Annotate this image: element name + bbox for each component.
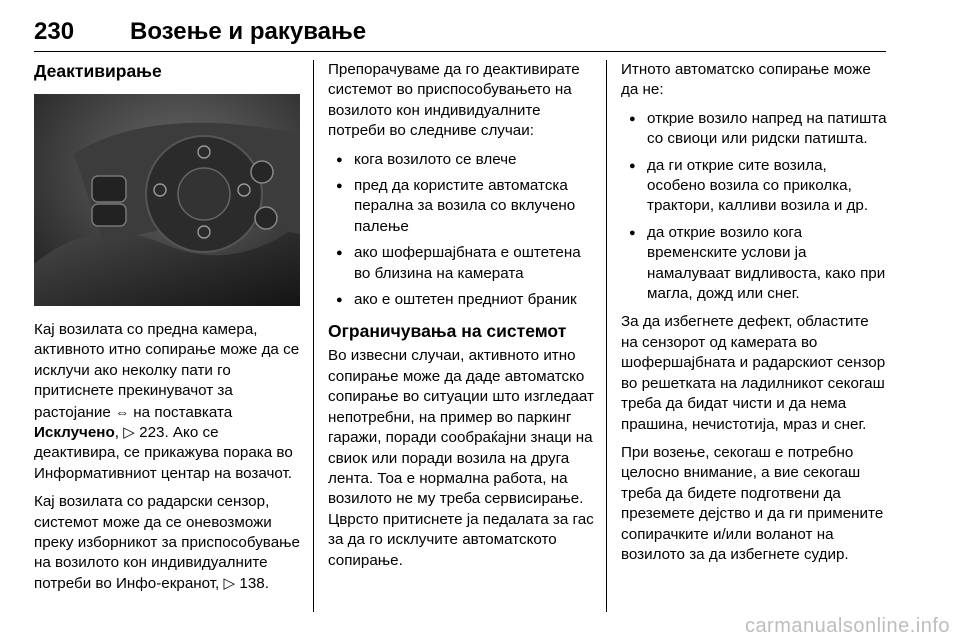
paragraph-camera-deactivation: Кај возилата со предна камера, активното итно сопирање може да се исклучи ако неколку пати го притиснете прекинувачот за растојание ⇔ на поставката Исклучено, ▷ 223. Ако се деактивира, се прикажува порака во Информативниот центар на возачот.: [34, 321, 300, 482]
list-item: ● пред да користите автоматска перална за возила со вклучено палење: [328, 176, 596, 237]
steering-wheel-photo: [34, 94, 300, 306]
recommendation-list: [328, 150, 596, 311]
section-title: Возење и ракување: [130, 18, 367, 45]
watermark: carmanualsonline.info: [744, 615, 950, 637]
column-middle: [328, 60, 596, 579]
paragraph-may-not: Итното автоматско сопирање може да не:: [621, 61, 871, 99]
column-divider-left: [313, 60, 314, 612]
list-item: ● кога возилото се влече: [328, 150, 596, 170]
page-header: [34, 18, 886, 52]
distance-switch-icon: ⇔: [115, 403, 130, 420]
column-left: [34, 60, 300, 602]
paragraph-driver-attention: При возење, секогаш е потребно целосно внимание, а вие секогаш треба да бидете подготвени да преземете дејство и да ги примените сопирачките и/или воланот на возилото за да избегнете судир.: [621, 443, 884, 563]
list-item: ● ако шофершајбната е оштетена во близина на камерата: [328, 243, 596, 284]
heading-system-limitations: Ограничувања на системот: [328, 321, 567, 342]
page-reference-icon: ▷: [223, 574, 236, 592]
limitations-list: [621, 109, 889, 305]
page-reference-icon: ▷: [123, 424, 135, 442]
list-item: ● ако е оштетен предниот браник: [328, 290, 596, 310]
paragraph-limitations: Во извесни случаи, активното итно сопирање може да даде автоматско сопирање во ситуации што изгледаат непотребни, на пример во паркинг гаражи, поради сообраќајни знаци на свиок или поради возила на друга лента. Тоа е нормална работа, на возилото не му треба сервисирање. Цврсто притиснете ја педалата за гас за да го исклучите автоматското сопирање.: [328, 347, 594, 569]
list-item: ● да ги открие сите возила, особено возила со приколка, трактори, калливи возила и др.: [621, 156, 889, 217]
heading-deactivation: Деактивирање: [34, 61, 162, 81]
page-number: 230: [34, 18, 75, 45]
column-right: [621, 60, 889, 573]
paragraph-sensor-cleaning: За да избегнете дефект, областите на сензорот од камерата во шофершајбната и радарскиот сензор во решетката на ладилникот секогаш треба да бидат чисти и да нема прашина, нечистотија, мраз и снег.: [621, 313, 886, 433]
column-divider-right: [606, 60, 607, 612]
paragraph-recommendation: Препорачуваме да го деактивирате системот во приспособувањето на возилото кон индивидуалните потреби во следниве случаи:: [328, 61, 580, 140]
paragraph-radar-deactivation: Кај возилата со радарски сензор, системот може да се оневозможи преку изборникот за приспособување на возилото кон индивидуалните потреби во Инфо-екранот, ▷ 138.: [34, 493, 300, 592]
list-item: ● да открие возило кога временските услови ја намалуваат видливоста, како при магла, дожд или снег.: [621, 223, 889, 305]
list-item: ● открие возило напред на патишта со свиоци или ридски патишта.: [621, 109, 889, 150]
